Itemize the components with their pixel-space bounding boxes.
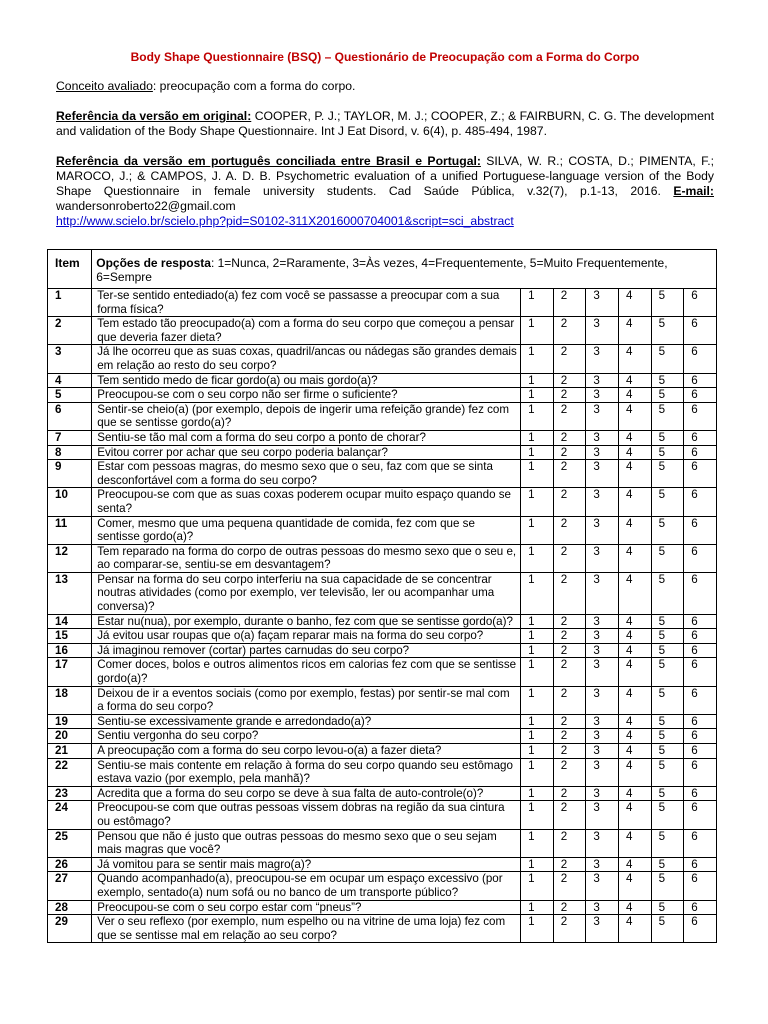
answer-option-4[interactable]: 4	[618, 872, 651, 900]
answer-option-3[interactable]: 3	[586, 345, 619, 373]
item-question: A preocupação com a forma do seu corpo levou-o(a) a fazer dieta?	[92, 744, 521, 759]
answer-option-1[interactable]: 1	[521, 516, 554, 544]
table-row	[48, 643, 717, 658]
answer-option-4[interactable]: 4	[618, 430, 651, 445]
answer-option-4[interactable]: 4	[618, 544, 651, 572]
original-reference-label: Referência da versão em original:	[56, 109, 252, 123]
answer-option-6[interactable]: 6	[684, 544, 717, 572]
header-options	[92, 250, 717, 289]
answer-option-5[interactable]: 5	[651, 900, 684, 915]
item-number: 21	[48, 744, 92, 759]
item-number: 6	[48, 402, 92, 430]
answer-option-4[interactable]: 4	[618, 388, 651, 403]
answer-option-5[interactable]: 5	[651, 614, 684, 629]
answer-option-2[interactable]: 2	[553, 345, 586, 373]
answer-option-3[interactable]: 3	[586, 714, 619, 729]
item-question: Sentiu-se mais contente em relação à forma do seu corpo quando seu estômago estava vazio (por exemplo, pela manhã)?	[92, 758, 521, 786]
answer-option-4[interactable]: 4	[618, 488, 651, 516]
header-item: Item	[48, 250, 92, 289]
item-question: Evitou correr por achar que seu corpo poderia balançar?	[92, 445, 521, 460]
answer-option-4[interactable]: 4	[618, 460, 651, 488]
answer-option-2[interactable]: 2	[553, 658, 586, 686]
answer-option-5[interactable]: 5	[651, 345, 684, 373]
answer-option-3[interactable]: 3	[586, 829, 619, 857]
table-row	[48, 744, 717, 759]
table-row	[48, 801, 717, 829]
answer-option-4[interactable]: 4	[618, 857, 651, 872]
table-row	[48, 915, 717, 943]
answer-option-6[interactable]: 6	[684, 829, 717, 857]
answer-option-5[interactable]: 5	[651, 488, 684, 516]
answer-option-6[interactable]: 6	[684, 488, 717, 516]
item-number: 16	[48, 643, 92, 658]
table-row	[48, 572, 717, 614]
answer-option-6[interactable]: 6	[684, 317, 717, 345]
table-row	[48, 729, 717, 744]
item-number: 20	[48, 729, 92, 744]
scielo-link[interactable]: http://www.scielo.br/scielo.php?pid=S0102-311X2016000704001&script=sci_abstract	[56, 214, 514, 228]
answer-option-4[interactable]: 4	[618, 829, 651, 857]
answer-option-1[interactable]: 1	[521, 915, 554, 943]
answer-option-1[interactable]: 1	[521, 801, 554, 829]
answer-option-2[interactable]: 2	[553, 289, 586, 317]
answer-option-1[interactable]: 1	[521, 714, 554, 729]
item-question: Sentiu-se excessivamente grande e arredondado(a)?	[92, 714, 521, 729]
answer-option-1[interactable]: 1	[521, 572, 554, 614]
answer-option-6[interactable]: 6	[684, 430, 717, 445]
table-row	[48, 488, 717, 516]
answer-option-4[interactable]: 4	[618, 402, 651, 430]
answer-option-1[interactable]: 1	[521, 317, 554, 345]
answer-option-1[interactable]: 1	[521, 629, 554, 644]
item-question: Deixou de ir a eventos sociais (como por exemplo, festas) por sentir-se mal com a forma do seu corpo?	[92, 686, 521, 714]
answer-option-5[interactable]: 5	[651, 317, 684, 345]
answer-option-6[interactable]: 6	[684, 758, 717, 786]
answer-option-5[interactable]: 5	[651, 758, 684, 786]
item-number: 23	[48, 786, 92, 801]
answer-option-6[interactable]: 6	[684, 857, 717, 872]
answer-option-4[interactable]: 4	[618, 572, 651, 614]
item-question: Já imaginou remover (cortar) partes carnudas do seu corpo?	[92, 643, 521, 658]
answer-option-6[interactable]: 6	[684, 460, 717, 488]
answer-option-1[interactable]: 1	[521, 402, 554, 430]
concept-label: Conceito avaliado	[56, 79, 153, 93]
email-address: wandersonroberto22@gmail.com	[56, 199, 236, 213]
item-number: 28	[48, 900, 92, 915]
item-number: 9	[48, 460, 92, 488]
answer-option-4[interactable]: 4	[618, 516, 651, 544]
item-question: Preocupou-se com o seu corpo estar com “pneus”?	[92, 900, 521, 915]
document-title: Body Shape Questionnaire (BSQ) – Questionário de Preocupação com a Forma do Corpo	[130, 50, 640, 64]
answer-option-6[interactable]: 6	[684, 658, 717, 686]
answer-option-6[interactable]: 6	[684, 744, 717, 759]
answer-option-4[interactable]: 4	[618, 317, 651, 345]
answer-option-4[interactable]: 4	[618, 445, 651, 460]
table-row	[48, 900, 717, 915]
table-row	[48, 544, 717, 572]
answer-option-1[interactable]: 1	[521, 744, 554, 759]
table-row	[48, 445, 717, 460]
item-question: Pensar na forma do seu corpo interferiu na sua capacidade de se concentrar noutras atividades (como por exemplo, ver televisão, ler ou acompanhar uma conversa)?	[92, 572, 521, 614]
answer-option-2[interactable]: 2	[553, 614, 586, 629]
answer-option-5[interactable]: 5	[651, 373, 684, 388]
answer-option-2[interactable]: 2	[553, 786, 586, 801]
answer-option-5[interactable]: 5	[651, 829, 684, 857]
answer-option-2[interactable]: 2	[553, 900, 586, 915]
answer-option-3[interactable]: 3	[586, 658, 619, 686]
answer-option-6[interactable]: 6	[684, 915, 717, 943]
answer-option-1[interactable]: 1	[521, 460, 554, 488]
table-row	[48, 758, 717, 786]
answer-option-4[interactable]: 4	[618, 915, 651, 943]
answer-option-3[interactable]: 3	[586, 729, 619, 744]
answer-option-1[interactable]: 1	[521, 345, 554, 373]
answer-option-2[interactable]: 2	[553, 402, 586, 430]
table-row	[48, 460, 717, 488]
concept-text: : preocupação com a forma do corpo.	[152, 79, 356, 93]
item-number: 29	[48, 915, 92, 943]
answer-option-1[interactable]: 1	[521, 388, 554, 403]
answer-option-3[interactable]: 3	[586, 388, 619, 403]
answer-option-6[interactable]: 6	[684, 629, 717, 644]
original-reference-text: COOPER, P. J.; TAYLOR, M. J.; COOPER, Z.; & FAIRBURN, C. G. The development and validation of the Body Shape Questionnaire. Int J Eat Disord, v. 6(4), p. 485-494, 1987.	[56, 109, 715, 138]
answer-option-2[interactable]: 2	[553, 488, 586, 516]
original-reference	[56, 109, 714, 139]
answer-option-4[interactable]: 4	[618, 345, 651, 373]
item-question: Tem estado tão preocupado(a) com a forma do seu corpo que começou a pensar que deveria fazer dieta?	[92, 317, 521, 345]
answer-option-6[interactable]: 6	[684, 729, 717, 744]
answer-option-1[interactable]: 1	[521, 373, 554, 388]
table-row	[48, 857, 717, 872]
item-question: Preocupou-se com o seu corpo não ser firme o suficiente?	[92, 388, 521, 403]
answer-option-4[interactable]: 4	[618, 758, 651, 786]
item-number: 3	[48, 345, 92, 373]
table-row	[48, 317, 717, 345]
table-row	[48, 829, 717, 857]
answer-option-3[interactable]: 3	[586, 430, 619, 445]
table-row	[48, 388, 717, 403]
item-question: Ver o seu reflexo (por exemplo, num espelho ou na vitrine de uma loja) fez com que se sentisse mal em relação ao seu corpo?	[92, 915, 521, 943]
item-number: 26	[48, 857, 92, 872]
answer-option-2[interactable]: 2	[553, 857, 586, 872]
answer-option-3[interactable]: 3	[586, 643, 619, 658]
table-row	[48, 872, 717, 900]
answer-option-3[interactable]: 3	[586, 900, 619, 915]
answer-option-1[interactable]: 1	[521, 544, 554, 572]
item-question: Acredita que a forma do seu corpo se deve à sua falta de auto-controle(o)?	[92, 786, 521, 801]
answer-option-2[interactable]: 2	[553, 829, 586, 857]
item-number: 15	[48, 629, 92, 644]
answer-option-6[interactable]: 6	[684, 402, 717, 430]
answer-option-3[interactable]: 3	[586, 488, 619, 516]
item-question: Ter-se sentido entediado(a) fez com você se passasse a preocupar com a sua forma física?	[92, 289, 521, 317]
answer-option-5[interactable]: 5	[651, 572, 684, 614]
answer-option-5[interactable]: 5	[651, 629, 684, 644]
item-number: 18	[48, 686, 92, 714]
table-row	[48, 289, 717, 317]
item-question: Estar com pessoas magras, do mesmo sexo que o seu, faz com que se sinta desconfortável com a forma do seu corpo?	[92, 460, 521, 488]
table-row	[48, 402, 717, 430]
answer-option-1[interactable]: 1	[521, 430, 554, 445]
answer-option-2[interactable]: 2	[553, 388, 586, 403]
answer-option-3[interactable]: 3	[586, 801, 619, 829]
item-number: 11	[48, 516, 92, 544]
answer-option-6[interactable]: 6	[684, 714, 717, 729]
answer-option-4[interactable]: 4	[618, 658, 651, 686]
answer-option-3[interactable]: 3	[586, 289, 619, 317]
answer-option-3[interactable]: 3	[586, 629, 619, 644]
answer-option-3[interactable]: 3	[586, 915, 619, 943]
table-row	[48, 345, 717, 373]
item-question: Já vomitou para se sentir mais magro(a)?	[92, 857, 521, 872]
table-row	[48, 516, 717, 544]
item-number: 8	[48, 445, 92, 460]
answer-option-5[interactable]: 5	[651, 643, 684, 658]
email-label: E-mail:	[673, 184, 714, 198]
questionnaire-table	[47, 249, 717, 943]
answer-option-6[interactable]: 6	[684, 289, 717, 317]
item-number: 13	[48, 572, 92, 614]
answer-option-4[interactable]: 4	[618, 373, 651, 388]
answer-option-1[interactable]: 1	[521, 658, 554, 686]
answer-option-1[interactable]: 1	[521, 872, 554, 900]
answer-option-3[interactable]: 3	[586, 544, 619, 572]
portuguese-reference-text: SILVA, W. R.; COSTA, D.; PIMENTA, F.; MAROCO, J.; & CAMPOS, J. A. D. B. Psychometric evaluation of a unified Portuguese-language version of the Body Shape Questionnaire in female university students. Cad Saúde Pública, v.32(7), p.1-13, 2016.	[56, 154, 714, 198]
answer-option-3[interactable]: 3	[586, 317, 619, 345]
answer-option-4[interactable]: 4	[618, 801, 651, 829]
answer-option-5[interactable]: 5	[651, 430, 684, 445]
answer-option-6[interactable]: 6	[684, 388, 717, 403]
document-page	[56, 50, 714, 244]
item-question: Tem sentido medo de ficar gordo(a) ou mais gordo(a)?	[92, 373, 521, 388]
answer-option-1[interactable]: 1	[521, 488, 554, 516]
answer-option-5[interactable]: 5	[651, 729, 684, 744]
item-question: Preocupou-se com que outras pessoas vissem dobras na região da sua cintura ou estômago?	[92, 801, 521, 829]
item-number: 24	[48, 801, 92, 829]
answer-option-5[interactable]: 5	[651, 786, 684, 801]
answer-option-4[interactable]: 4	[618, 786, 651, 801]
table-row	[48, 373, 717, 388]
item-question: Quando acompanhado(a), preocupou-se em ocupar um espaço excessivo (por exemplo, sentado(a) num sofá ou no banco de um transporte público?	[92, 872, 521, 900]
answer-option-2[interactable]: 2	[553, 714, 586, 729]
item-question: Sentiu vergonha do seu corpo?	[92, 729, 521, 744]
answer-option-4[interactable]: 4	[618, 614, 651, 629]
item-number: 22	[48, 758, 92, 786]
answer-option-1[interactable]: 1	[521, 900, 554, 915]
answer-option-4[interactable]: 4	[618, 643, 651, 658]
answer-option-2[interactable]: 2	[553, 872, 586, 900]
answer-option-1[interactable]: 1	[521, 829, 554, 857]
answer-option-5[interactable]: 5	[651, 445, 684, 460]
answer-option-2[interactable]: 2	[553, 373, 586, 388]
answer-option-3[interactable]: 3	[586, 786, 619, 801]
answer-option-5[interactable]: 5	[651, 388, 684, 403]
answer-option-6[interactable]: 6	[684, 445, 717, 460]
item-number: 19	[48, 714, 92, 729]
answer-option-6[interactable]: 6	[684, 872, 717, 900]
answer-option-3[interactable]: 3	[586, 872, 619, 900]
item-number: 1	[48, 289, 92, 317]
answer-option-6[interactable]: 6	[684, 643, 717, 658]
portuguese-reference	[56, 154, 714, 229]
answer-option-6[interactable]: 6	[684, 900, 717, 915]
answer-option-6[interactable]: 6	[684, 373, 717, 388]
answer-option-1[interactable]: 1	[521, 643, 554, 658]
item-question: Já lhe ocorreu que as suas coxas, quadril/ancas ou nádegas são grandes demais em relação ao resto do seu corpo?	[92, 345, 521, 373]
answer-option-3[interactable]: 3	[586, 758, 619, 786]
answer-option-2[interactable]: 2	[553, 460, 586, 488]
answer-option-3[interactable]: 3	[586, 857, 619, 872]
item-question: Tem reparado na forma do corpo de outras pessoas do mesmo sexo que o seu e, ao comparar-se, sentiu-se em desvantagem?	[92, 544, 521, 572]
item-question: Pensou que não é justo que outras pessoas do mesmo sexo que o seu sejam mais magras que você?	[92, 829, 521, 857]
table-row	[48, 786, 717, 801]
item-number: 5	[48, 388, 92, 403]
item-number: 14	[48, 614, 92, 629]
answer-option-3[interactable]: 3	[586, 445, 619, 460]
answer-option-2[interactable]: 2	[553, 572, 586, 614]
answer-option-6[interactable]: 6	[684, 686, 717, 714]
answer-option-5[interactable]: 5	[651, 658, 684, 686]
answer-option-5[interactable]: 5	[651, 744, 684, 759]
table-header-row	[48, 250, 717, 289]
item-number: 4	[48, 373, 92, 388]
header-options-label: Opções de resposta	[96, 256, 211, 270]
answer-option-2[interactable]: 2	[553, 317, 586, 345]
item-question: Estar nu(nua), por exemplo, durante o banho, fez com que se sentisse gordo(a)?	[92, 614, 521, 629]
concept-paragraph	[56, 79, 714, 94]
answer-option-4[interactable]: 4	[618, 744, 651, 759]
answer-option-6[interactable]: 6	[684, 614, 717, 629]
answer-option-2[interactable]: 2	[553, 801, 586, 829]
answer-option-5[interactable]: 5	[651, 915, 684, 943]
answer-option-2[interactable]: 2	[553, 643, 586, 658]
table-row	[48, 658, 717, 686]
item-question: Comer doces, bolos e outros alimentos ricos em calorias fez com que se sentisse gordo(a)?	[92, 658, 521, 686]
answer-option-5[interactable]: 5	[651, 289, 684, 317]
answer-option-3[interactable]: 3	[586, 460, 619, 488]
answer-option-4[interactable]: 4	[618, 714, 651, 729]
answer-option-3[interactable]: 3	[586, 402, 619, 430]
answer-option-5[interactable]: 5	[651, 516, 684, 544]
answer-option-3[interactable]: 3	[586, 516, 619, 544]
answer-option-1[interactable]: 1	[521, 445, 554, 460]
answer-option-3[interactable]: 3	[586, 744, 619, 759]
answer-option-1[interactable]: 1	[521, 614, 554, 629]
item-number: 17	[48, 658, 92, 686]
answer-option-1[interactable]: 1	[521, 786, 554, 801]
answer-option-1[interactable]: 1	[521, 857, 554, 872]
item-question: Sentiu-se tão mal com a forma do seu corpo a ponto de chorar?	[92, 430, 521, 445]
answer-option-5[interactable]: 5	[651, 686, 684, 714]
answer-option-5[interactable]: 5	[651, 714, 684, 729]
answer-option-5[interactable]: 5	[651, 544, 684, 572]
item-number: 7	[48, 430, 92, 445]
answer-option-3[interactable]: 3	[586, 572, 619, 614]
answer-option-6[interactable]: 6	[684, 572, 717, 614]
answer-option-2[interactable]: 2	[553, 729, 586, 744]
answer-option-6[interactable]: 6	[684, 801, 717, 829]
item-question: Preocupou-se com que as suas coxas poderem ocupar muito espaço quando se senta?	[92, 488, 521, 516]
answer-option-1[interactable]: 1	[521, 686, 554, 714]
header-options-text: : 1=Nunca, 2=Raramente, 3=Às vezes, 4=Frequentemente, 5=Muito Frequentemente, 6=Sempre	[96, 256, 668, 284]
answer-option-6[interactable]: 6	[684, 786, 717, 801]
answer-option-4[interactable]: 4	[618, 686, 651, 714]
item-number: 25	[48, 829, 92, 857]
item-number: 10	[48, 488, 92, 516]
answer-option-2[interactable]: 2	[553, 686, 586, 714]
answer-option-3[interactable]: 3	[586, 686, 619, 714]
answer-option-2[interactable]: 2	[553, 758, 586, 786]
answer-option-6[interactable]: 6	[684, 516, 717, 544]
item-number: 2	[48, 317, 92, 345]
answer-option-5[interactable]: 5	[651, 402, 684, 430]
answer-option-5[interactable]: 5	[651, 801, 684, 829]
answer-option-1[interactable]: 1	[521, 729, 554, 744]
answer-option-2[interactable]: 2	[553, 915, 586, 943]
answer-option-5[interactable]: 5	[651, 872, 684, 900]
answer-option-2[interactable]: 2	[553, 629, 586, 644]
answer-option-2[interactable]: 2	[553, 430, 586, 445]
item-number: 27	[48, 872, 92, 900]
answer-option-5[interactable]: 5	[651, 460, 684, 488]
table-row	[48, 714, 717, 729]
table-row	[48, 629, 717, 644]
answer-option-3[interactable]: 3	[586, 614, 619, 629]
answer-option-1[interactable]: 1	[521, 758, 554, 786]
item-question: Sentir-se cheio(a) (por exemplo, depois de ingerir uma refeição grande) fez com que se sentisse gordo(a)?	[92, 402, 521, 430]
answer-option-4[interactable]: 4	[618, 629, 651, 644]
item-question: Já evitou usar roupas que o(a) façam reparar mais na forma do seu corpo?	[92, 629, 521, 644]
table-row	[48, 430, 717, 445]
answer-option-4[interactable]: 4	[618, 900, 651, 915]
answer-option-2[interactable]: 2	[553, 516, 586, 544]
table-row	[48, 686, 717, 714]
answer-option-2[interactable]: 2	[553, 544, 586, 572]
answer-option-2[interactable]: 2	[553, 445, 586, 460]
answer-option-3[interactable]: 3	[586, 373, 619, 388]
answer-option-4[interactable]: 4	[618, 289, 651, 317]
answer-option-1[interactable]: 1	[521, 289, 554, 317]
answer-option-6[interactable]: 6	[684, 345, 717, 373]
answer-option-2[interactable]: 2	[553, 744, 586, 759]
answer-option-5[interactable]: 5	[651, 857, 684, 872]
item-question: Comer, mesmo que uma pequena quantidade de comida, fez com que se sentisse gordo(a)?	[92, 516, 521, 544]
portuguese-reference-label: Referência da versão em português conciliada entre Brasil e Portugal:	[56, 154, 481, 168]
table-row	[48, 614, 717, 629]
item-number: 12	[48, 544, 92, 572]
answer-option-4[interactable]: 4	[618, 729, 651, 744]
